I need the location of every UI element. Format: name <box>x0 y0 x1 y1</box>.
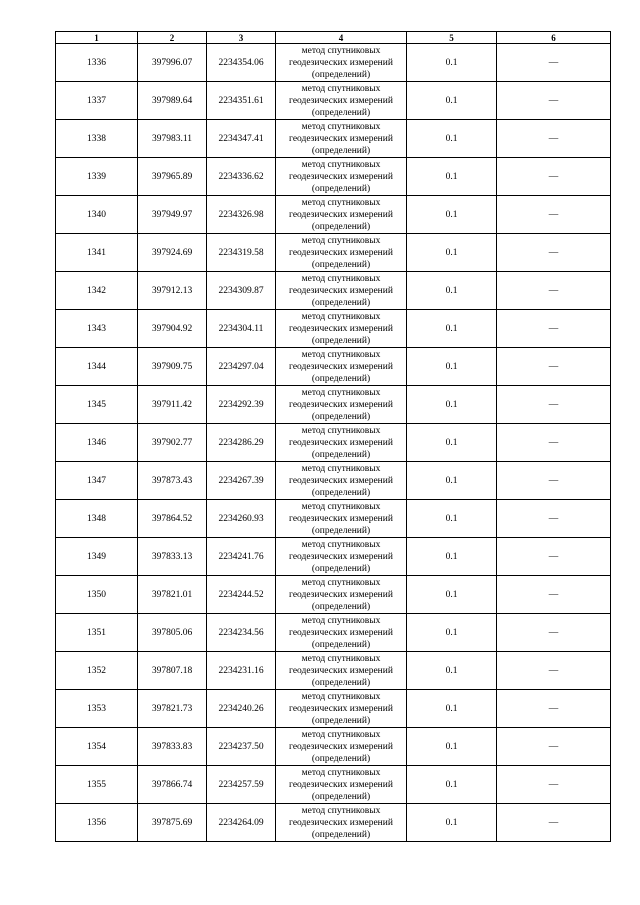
y-coordinate-cell: 2234319.58 <box>207 234 276 272</box>
y-coordinate-cell: 2234309.87 <box>207 272 276 310</box>
point-number-cell: 1355 <box>56 766 138 804</box>
x-coordinate-cell: 397807.18 <box>138 652 207 690</box>
y-coordinate-cell: 2234231.16 <box>207 652 276 690</box>
method-cell <box>276 462 407 500</box>
note-cell: — <box>497 310 611 348</box>
method-line: метод спутниковых <box>301 121 381 132</box>
point-number-cell: 1338 <box>56 120 138 158</box>
y-coordinate-cell: 2234292.39 <box>207 386 276 424</box>
method-line: (определений) <box>311 829 371 840</box>
accuracy-cell: 0.1 <box>407 538 497 576</box>
method-line: (определений) <box>311 145 371 156</box>
method-line: геодезических измерений <box>289 247 393 258</box>
accuracy-cell: 0.1 <box>407 158 497 196</box>
method-cell <box>276 196 407 234</box>
header-row <box>56 32 611 44</box>
header-col-5: 5 <box>407 32 497 44</box>
table-row <box>56 576 611 614</box>
method-line: метод спутниковых <box>301 653 381 664</box>
x-coordinate-cell: 397821.01 <box>138 576 207 614</box>
method-line: метод спутниковых <box>301 273 381 284</box>
point-number-cell: 1342 <box>56 272 138 310</box>
method-line: геодезических измерений <box>289 171 393 182</box>
point-number-cell: 1354 <box>56 728 138 766</box>
method-line: (определений) <box>311 335 371 346</box>
method-line: (определений) <box>311 677 371 688</box>
table-row <box>56 614 611 652</box>
note-cell: — <box>497 538 611 576</box>
point-number-cell: 1347 <box>56 462 138 500</box>
header-col-1: 1 <box>56 32 138 44</box>
x-coordinate-cell: 397996.07 <box>138 44 207 82</box>
method-cell <box>276 500 407 538</box>
accuracy-cell: 0.1 <box>407 234 497 272</box>
accuracy-cell: 0.1 <box>407 728 497 766</box>
x-coordinate-cell: 397875.69 <box>138 804 207 842</box>
table-row <box>56 538 611 576</box>
point-number-cell: 1339 <box>56 158 138 196</box>
method-cell <box>276 158 407 196</box>
method-cell <box>276 690 407 728</box>
y-coordinate-cell: 2234260.93 <box>207 500 276 538</box>
table-row <box>56 310 611 348</box>
method-line: метод спутниковых <box>301 805 381 816</box>
note-cell: — <box>497 766 611 804</box>
method-cell <box>276 804 407 842</box>
note-cell: — <box>497 500 611 538</box>
method-line: метод спутниковых <box>301 729 381 740</box>
note-cell: — <box>497 424 611 462</box>
table-row <box>56 82 611 120</box>
method-line: геодезических измерений <box>289 437 393 448</box>
table-row <box>56 234 611 272</box>
method-line: (определений) <box>311 259 371 270</box>
table-row <box>56 424 611 462</box>
note-cell: — <box>497 196 611 234</box>
accuracy-cell: 0.1 <box>407 462 497 500</box>
method-cell <box>276 766 407 804</box>
note-cell: — <box>497 804 611 842</box>
y-coordinate-cell: 2234241.76 <box>207 538 276 576</box>
method-cell <box>276 538 407 576</box>
method-line: метод спутниковых <box>301 83 381 94</box>
method-line: метод спутниковых <box>301 235 381 246</box>
method-line: (определений) <box>311 297 371 308</box>
method-line: метод спутниковых <box>301 767 381 778</box>
y-coordinate-cell: 2234234.56 <box>207 614 276 652</box>
table-row <box>56 728 611 766</box>
method-line: (определений) <box>311 487 371 498</box>
accuracy-cell: 0.1 <box>407 120 497 158</box>
accuracy-cell: 0.1 <box>407 804 497 842</box>
x-coordinate-cell: 397965.89 <box>138 158 207 196</box>
note-cell: — <box>497 82 611 120</box>
x-coordinate-cell: 397911.42 <box>138 386 207 424</box>
y-coordinate-cell: 2234297.04 <box>207 348 276 386</box>
table-row <box>56 44 611 82</box>
table-row <box>56 766 611 804</box>
method-line: (определений) <box>311 69 371 80</box>
method-line: геодезических измерений <box>289 323 393 334</box>
note-cell: — <box>497 120 611 158</box>
header-col-6: 6 <box>497 32 611 44</box>
point-number-cell: 1341 <box>56 234 138 272</box>
method-line: метод спутниковых <box>301 387 381 398</box>
method-cell <box>276 272 407 310</box>
table-row <box>56 158 611 196</box>
table-row <box>56 804 611 842</box>
method-cell <box>276 614 407 652</box>
method-line: геодезических измерений <box>289 741 393 752</box>
method-cell <box>276 310 407 348</box>
method-cell <box>276 576 407 614</box>
y-coordinate-cell: 2234354.06 <box>207 44 276 82</box>
accuracy-cell: 0.1 <box>407 614 497 652</box>
method-line: (определений) <box>311 791 371 802</box>
y-coordinate-cell: 2234336.62 <box>207 158 276 196</box>
method-cell <box>276 424 407 462</box>
note-cell: — <box>497 652 611 690</box>
accuracy-cell: 0.1 <box>407 500 497 538</box>
point-number-cell: 1336 <box>56 44 138 82</box>
point-number-cell: 1345 <box>56 386 138 424</box>
table-row <box>56 386 611 424</box>
x-coordinate-cell: 397866.74 <box>138 766 207 804</box>
note-cell: — <box>497 44 611 82</box>
x-coordinate-cell: 397833.13 <box>138 538 207 576</box>
method-line: (определений) <box>311 715 371 726</box>
note-cell: — <box>497 728 611 766</box>
method-line: геодезических измерений <box>289 589 393 600</box>
note-cell: — <box>497 576 611 614</box>
method-line: геодезических измерений <box>289 779 393 790</box>
method-line: геодезических измерений <box>289 361 393 372</box>
point-number-cell: 1350 <box>56 576 138 614</box>
method-line: (определений) <box>311 221 371 232</box>
method-line: (определений) <box>311 183 371 194</box>
y-coordinate-cell: 2234257.59 <box>207 766 276 804</box>
table-body <box>56 44 611 842</box>
accuracy-cell: 0.1 <box>407 690 497 728</box>
accuracy-cell: 0.1 <box>407 82 497 120</box>
method-line: геодезических измерений <box>289 665 393 676</box>
table-row <box>56 462 611 500</box>
method-line: геодезических измерений <box>289 399 393 410</box>
x-coordinate-cell: 397989.64 <box>138 82 207 120</box>
method-line: метод спутниковых <box>301 577 381 588</box>
method-line: метод спутниковых <box>301 349 381 360</box>
accuracy-cell: 0.1 <box>407 576 497 614</box>
note-cell: — <box>497 614 611 652</box>
point-number-cell: 1346 <box>56 424 138 462</box>
point-number-cell: 1348 <box>56 500 138 538</box>
table-header <box>56 32 611 44</box>
method-line: геодезических измерений <box>289 285 393 296</box>
header-col-3: 3 <box>207 32 276 44</box>
point-number-cell: 1351 <box>56 614 138 652</box>
accuracy-cell: 0.1 <box>407 652 497 690</box>
method-line: (определений) <box>311 449 371 460</box>
y-coordinate-cell: 2234267.39 <box>207 462 276 500</box>
point-number-cell: 1356 <box>56 804 138 842</box>
x-coordinate-cell: 397821.73 <box>138 690 207 728</box>
method-cell <box>276 348 407 386</box>
y-coordinate-cell: 2234240.26 <box>207 690 276 728</box>
y-coordinate-cell: 2234237.50 <box>207 728 276 766</box>
method-line: метод спутниковых <box>301 463 381 474</box>
y-coordinate-cell: 2234286.29 <box>207 424 276 462</box>
y-coordinate-cell: 2234347.41 <box>207 120 276 158</box>
note-cell: — <box>497 158 611 196</box>
method-cell <box>276 652 407 690</box>
table-row <box>56 272 611 310</box>
method-line: геодезических измерений <box>289 95 393 106</box>
method-line: метод спутниковых <box>301 425 381 436</box>
point-number-cell: 1344 <box>56 348 138 386</box>
method-line: (определений) <box>311 601 371 612</box>
method-line: геодезических измерений <box>289 703 393 714</box>
method-line: (определений) <box>311 373 371 384</box>
header-col-4: 4 <box>276 32 407 44</box>
x-coordinate-cell: 397873.43 <box>138 462 207 500</box>
note-cell: — <box>497 348 611 386</box>
y-coordinate-cell: 2234264.09 <box>207 804 276 842</box>
method-line: геодезических измерений <box>289 57 393 68</box>
method-line: геодезических измерений <box>289 627 393 638</box>
method-line: (определений) <box>311 411 371 422</box>
method-line: геодезических измерений <box>289 475 393 486</box>
table-row <box>56 652 611 690</box>
accuracy-cell: 0.1 <box>407 310 497 348</box>
point-number-cell: 1353 <box>56 690 138 728</box>
x-coordinate-cell: 397912.13 <box>138 272 207 310</box>
method-line: (определений) <box>311 107 371 118</box>
table-row <box>56 690 611 728</box>
method-cell <box>276 120 407 158</box>
table-row <box>56 196 611 234</box>
method-cell <box>276 82 407 120</box>
table-row <box>56 348 611 386</box>
table-row <box>56 120 611 158</box>
x-coordinate-cell: 397902.77 <box>138 424 207 462</box>
method-line: метод спутниковых <box>301 501 381 512</box>
method-line: геодезических измерений <box>289 551 393 562</box>
accuracy-cell: 0.1 <box>407 424 497 462</box>
method-line: (определений) <box>311 563 371 574</box>
method-line: геодезических измерений <box>289 817 393 828</box>
method-line: геодезических измерений <box>289 513 393 524</box>
note-cell: — <box>497 234 611 272</box>
note-cell: — <box>497 690 611 728</box>
method-line: (определений) <box>311 753 371 764</box>
method-cell <box>276 728 407 766</box>
point-number-cell: 1343 <box>56 310 138 348</box>
x-coordinate-cell: 397949.97 <box>138 196 207 234</box>
accuracy-cell: 0.1 <box>407 196 497 234</box>
x-coordinate-cell: 397904.92 <box>138 310 207 348</box>
x-coordinate-cell: 397924.69 <box>138 234 207 272</box>
accuracy-cell: 0.1 <box>407 386 497 424</box>
method-line: геодезических измерений <box>289 133 393 144</box>
point-number-cell: 1337 <box>56 82 138 120</box>
method-cell <box>276 234 407 272</box>
note-cell: — <box>497 386 611 424</box>
y-coordinate-cell: 2234326.98 <box>207 196 276 234</box>
x-coordinate-cell: 397833.83 <box>138 728 207 766</box>
method-line: метод спутниковых <box>301 311 381 322</box>
accuracy-cell: 0.1 <box>407 348 497 386</box>
method-line: (определений) <box>311 525 371 536</box>
accuracy-cell: 0.1 <box>407 44 497 82</box>
accuracy-cell: 0.1 <box>407 766 497 804</box>
note-cell: — <box>497 462 611 500</box>
method-line: (определений) <box>311 639 371 650</box>
table-row <box>56 500 611 538</box>
method-line: метод спутниковых <box>301 197 381 208</box>
x-coordinate-cell: 397983.11 <box>138 120 207 158</box>
note-cell: — <box>497 272 611 310</box>
y-coordinate-cell: 2234304.11 <box>207 310 276 348</box>
header-col-2: 2 <box>138 32 207 44</box>
coordinates-table <box>55 31 611 842</box>
method-line: метод спутниковых <box>301 159 381 170</box>
method-line: метод спутниковых <box>301 691 381 702</box>
method-line: метод спутниковых <box>301 45 381 56</box>
method-cell <box>276 386 407 424</box>
x-coordinate-cell: 397805.06 <box>138 614 207 652</box>
method-line: метод спутниковых <box>301 615 381 626</box>
x-coordinate-cell: 397909.75 <box>138 348 207 386</box>
point-number-cell: 1340 <box>56 196 138 234</box>
x-coordinate-cell: 397864.52 <box>138 500 207 538</box>
point-number-cell: 1349 <box>56 538 138 576</box>
point-number-cell: 1352 <box>56 652 138 690</box>
method-cell <box>276 44 407 82</box>
y-coordinate-cell: 2234244.52 <box>207 576 276 614</box>
accuracy-cell: 0.1 <box>407 272 497 310</box>
y-coordinate-cell: 2234351.61 <box>207 82 276 120</box>
method-line: метод спутниковых <box>301 539 381 550</box>
method-line: геодезических измерений <box>289 209 393 220</box>
